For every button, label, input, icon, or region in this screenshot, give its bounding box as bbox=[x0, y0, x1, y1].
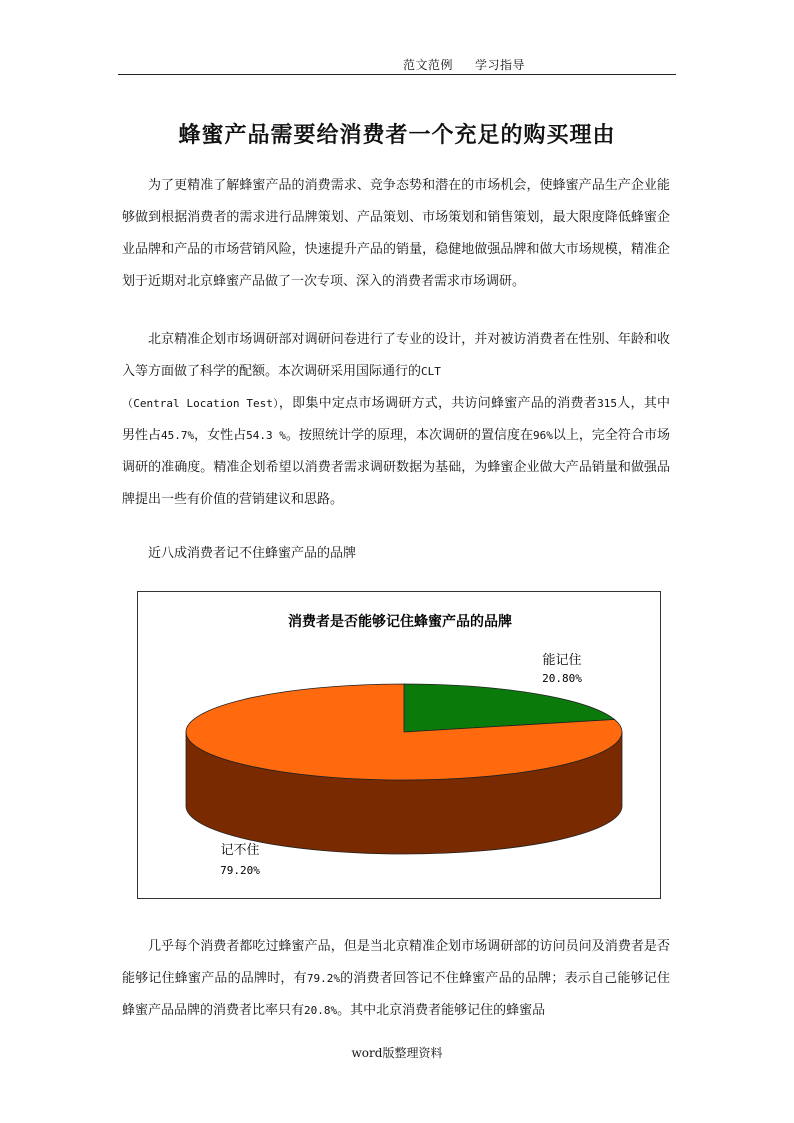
text-run: 的消费者回答记不住蜂蜜产品的品牌；表示自己能够记住蜂蜜产品品牌的消费者比率只有 bbox=[122, 971, 670, 1018]
text-run: 315 bbox=[597, 397, 617, 410]
chart-title: 消费者是否能够记住蜂蜜产品的品牌 bbox=[288, 614, 512, 630]
pie-chart-frame bbox=[137, 591, 661, 899]
text-run: 北京精准企划市场调研部对调研问卷进行了专业的设计，并对被访消费者在性别、年龄和收入等方面做了科学的配额。本次调研采用国际通行的 bbox=[122, 332, 670, 379]
slice-label-forget: 记不住 bbox=[220, 843, 260, 858]
text-run: 。按照统计学的原理，本次调研的置信度在 bbox=[285, 428, 534, 443]
text-run: 几乎每个消费者都吃过蜂蜜产品，但是当北京精准企划市场调研部的访问员问及消费者是否能够记住蜂蜜产品的品牌时，有 bbox=[122, 939, 670, 986]
header-right: 学习指导 bbox=[475, 58, 526, 72]
text-run: 96% bbox=[533, 429, 553, 442]
text-run: 。其中北京消费者能够记住的蜂蜜品 bbox=[337, 1003, 546, 1018]
pie-chart bbox=[138, 592, 660, 898]
page-title: 蜂蜜产品需要给消费者一个充足的购买理由 bbox=[178, 122, 616, 148]
text-run: 人，其中男性占 bbox=[122, 396, 670, 443]
page-header bbox=[118, 56, 676, 75]
text-run: ，女性占 bbox=[194, 428, 247, 443]
text-run: 79.2% bbox=[306, 972, 340, 985]
text-run: 20.8% bbox=[304, 1004, 338, 1017]
text-run: ，即集中定点市场调研方式，共访问蜂蜜产品的消费者 bbox=[278, 396, 598, 411]
slice-value-forget: 79.20% bbox=[220, 864, 260, 877]
slice-value-remember: 20.80% bbox=[542, 672, 582, 685]
header-left: 范文范例 bbox=[403, 58, 454, 72]
text-run: 以上，完全符合市场调研的准确度。精准企划希望以消费者需求调研数据为基础，为蜂蜜企业做大产品销量和做强品牌提出一些有价值的营销建议和思路。 bbox=[122, 428, 670, 507]
section-heading: 近八成消费者记不住蜂蜜产品的品牌 bbox=[148, 546, 357, 561]
paragraph-findings bbox=[122, 931, 670, 1027]
text-run: CLT bbox=[421, 365, 441, 378]
text-run: （Central Location Test） bbox=[122, 397, 279, 410]
pie-tops bbox=[186, 684, 622, 780]
page-footer: word版整理资料 bbox=[351, 1046, 443, 1060]
paragraph-intro: 为了更精准了解蜂蜜产品的消费需求、竞争态势和潜在的市场机会，使蜂蜜产品生产企业能够做到根据消费者的需求进行品牌策划、产品策划、市场策划和销售策划，最大限度降低蜂蜜企业品牌和产品的市场营销风险，快速提升产品的销量，稳健地做强品牌和做大市场规模，精准企划于近期对北京蜂蜜产品做了一次专项、深入的消费者需求市场调研。 bbox=[122, 178, 670, 289]
text-run: 45.7% bbox=[161, 429, 195, 442]
text-run: 54.3 % bbox=[246, 429, 286, 442]
header-text bbox=[403, 56, 547, 73]
slice-label-remember: 能记住 bbox=[542, 653, 582, 668]
paragraph-method bbox=[122, 324, 670, 516]
